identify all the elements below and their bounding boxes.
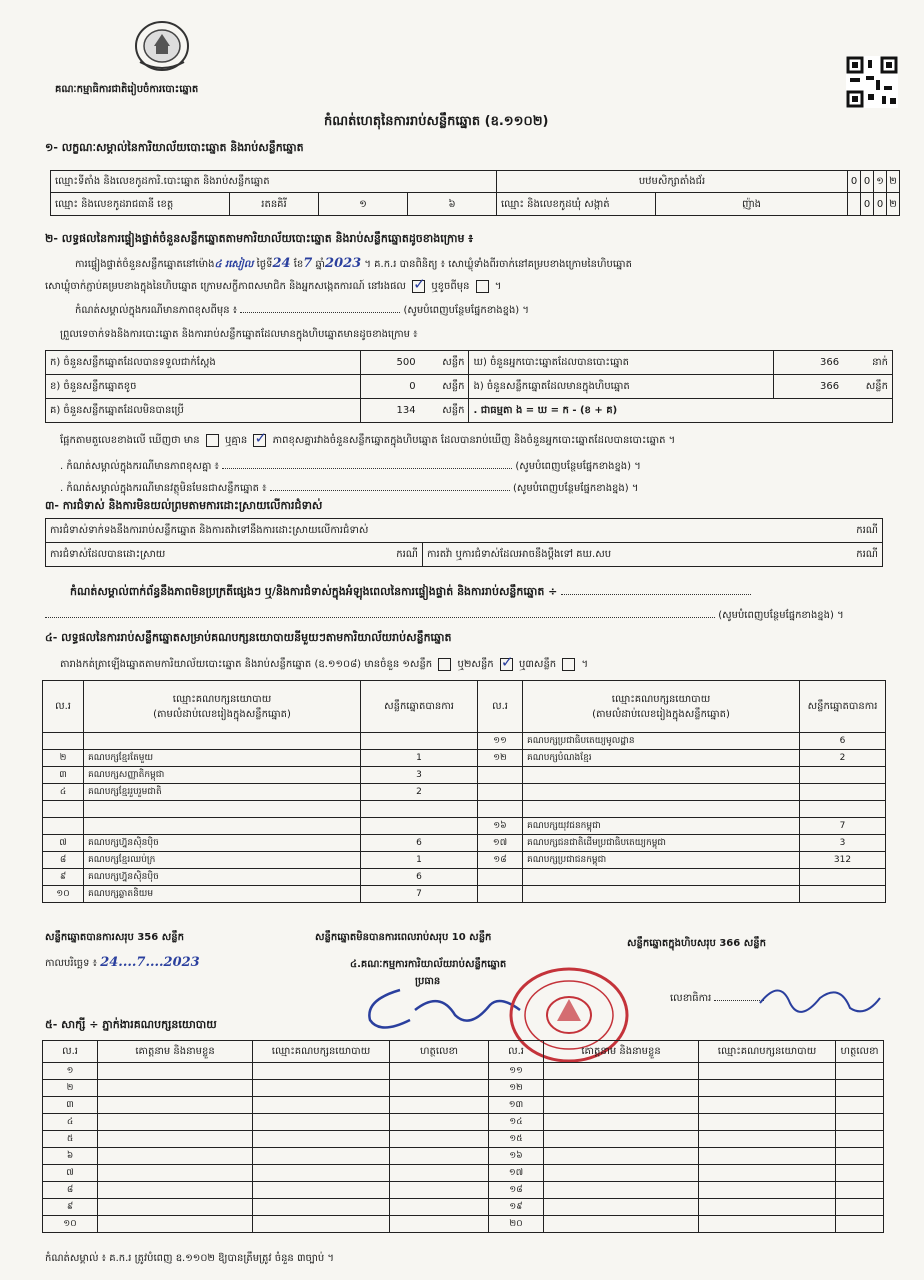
difference-note-field[interactable]: [240, 312, 400, 313]
results-header-votes: សន្លឹកឆ្នោតបានការ: [800, 681, 886, 733]
party-name: [523, 784, 800, 801]
party-votes: 2: [361, 784, 478, 801]
witness-name-field[interactable]: [98, 1148, 253, 1165]
count-label: ឃ) ចំនួនអ្នកបោះឆ្នោតដែលបានបោះឆ្នោត: [469, 351, 773, 375]
party-name: គណបក្សខ្មែររួបរួមជាតិ: [84, 784, 361, 801]
tally-sheet-line: តារាងកត់ត្រាឡើងឆ្នោតតាមការិយាល័យបោះឆ្នោត និងរាប់សន្លឹកឆ្នោត (ឧ.១១០៨) មានចំនួន ១សន្លឹក ឬ២សន្លឹក ✓ ឬ៣សន្លឹក ។: [60, 657, 588, 672]
witness-signature-field[interactable]: [836, 1131, 884, 1148]
commune-value: ញ៉ាង: [655, 193, 847, 216]
party-votes: 2: [800, 750, 886, 767]
verification-year: 2023: [325, 256, 362, 271]
witness-name-field[interactable]: [98, 1165, 253, 1182]
party-number: [43, 733, 84, 750]
section1-table: [50, 170, 900, 216]
party-name: គណបក្សខ្មែរតែមួយ: [84, 750, 361, 767]
witness-signature-field[interactable]: [390, 1114, 489, 1131]
witness-row: [43, 1216, 884, 1233]
commune-label: ឈ្មោះ និងលេខកូដឃុំ សង្កាត់: [496, 193, 655, 216]
witness-name-field[interactable]: [98, 1080, 253, 1097]
witness-signature-field[interactable]: [390, 1148, 489, 1165]
date-value: 24....7....2023: [100, 955, 200, 970]
witness-signature-field[interactable]: [836, 1063, 884, 1080]
foreign-object-note-label: . កំណត់សម្គាល់ក្នុងករណីមានវត្ថុមិនមែនជាសន្លឹកឆ្នោត ៖: [60, 483, 267, 494]
date-label: កាលបរិច្ឆេទ ៖: [45, 958, 98, 969]
commune-code-digit: 0: [861, 193, 874, 216]
witness-name-field[interactable]: [98, 1097, 253, 1114]
date-line: [45, 955, 200, 971]
witness-row: [43, 1165, 884, 1182]
witness-signature-field[interactable]: [390, 1199, 489, 1216]
witness-header-sign: ហត្ថលេខា: [390, 1041, 489, 1063]
count-value: 366: [773, 375, 843, 399]
verification-time: ៤ រសៀល: [214, 259, 254, 270]
count-unit: នាក់: [843, 351, 892, 375]
counts-intro: ព្រួលទេចាក់ទងនិងការបោះឆ្នោត និងការរាប់សន្លឹកឆ្នោតដែលមានក្នុងហិបឆ្នោតមានដូចខាងក្រោម ៖: [60, 329, 418, 340]
location-code-digit: 0: [861, 171, 874, 193]
count-row: [46, 399, 893, 423]
verification-day: 24: [272, 256, 291, 271]
count-unit: សន្លឹក: [420, 375, 469, 399]
party-number: ១២: [478, 750, 523, 767]
count-unit: សន្លឹក: [420, 399, 469, 423]
witness-name-field[interactable]: [98, 1182, 253, 1199]
witness-header-sign: ហត្ថលេខា: [836, 1041, 884, 1063]
party-name: គណបក្សបំណងខ្មែរ: [523, 750, 800, 767]
verification-text: ។ គ.ក.រ បានពិនិត្យ ៖ សោឃ្លុំទាំងពីរចាក់នៅគម្របខាងក្រោមនៃហិបឆ្នោត: [364, 259, 632, 270]
party-number: [478, 801, 523, 818]
commune-code-digit: 0: [874, 193, 887, 216]
appeal-unit: ករណី: [844, 543, 883, 567]
party-name: គណបក្សប្រជាធិបតេយ្យមូលដ្ឋាន: [523, 733, 800, 750]
count-label: គ) ចំនួនសន្លឹកឆ្នោតដែលមិនបានប្រើ: [46, 399, 361, 423]
count-value: 500: [360, 351, 420, 375]
witness-number: ១៧: [489, 1165, 544, 1182]
province-value: រតនគិរី: [230, 193, 319, 216]
witness-table: [42, 1040, 884, 1233]
witness-name-field[interactable]: [98, 1063, 253, 1080]
witness-party-field[interactable]: [699, 1199, 836, 1216]
results-header-no: ល.រ: [478, 681, 523, 733]
results-row: [43, 767, 886, 784]
party-number: [478, 784, 523, 801]
irregularities-fill-line: [45, 608, 844, 623]
witness-party-field[interactable]: [699, 1216, 836, 1233]
witness-party-field[interactable]: [699, 1131, 836, 1148]
party-number: [478, 767, 523, 784]
total-ballot-box: សន្លឹកឆ្នោតក្នុងហិបសរុប 366 សន្លឹក: [627, 938, 766, 949]
count-unit: សន្លឹក: [843, 375, 892, 399]
committee-name: គណៈកម្មាធិការជាតិរៀបចំការបោះឆ្នោត: [55, 84, 199, 95]
party-votes: 7: [361, 886, 478, 903]
witness-signature-field[interactable]: [836, 1199, 884, 1216]
count-value: 0: [360, 375, 420, 399]
count-row: [46, 375, 893, 399]
witness-number: ១៩: [489, 1199, 544, 1216]
party-name: [523, 801, 800, 818]
tally-3-sheet-label: ឬ៣សន្លឹក: [519, 659, 557, 670]
total-valid: សន្លឹកឆ្នោតបានការសរុប 356 សន្លឹក: [45, 932, 184, 943]
count-label: ខ) ចំនួនសន្លឹកឆ្នោតខូច: [46, 375, 361, 399]
count-label: ង) ចំនួនសន្លឹកឆ្នោតដែលមានក្នុងហិបឆ្នោត: [469, 375, 773, 399]
location-label: ឈ្មោះទីតាំង និងលេខកូដការិ.បោះឆ្នោត និងរាប់សន្លឹកឆ្នោត: [51, 171, 497, 193]
witness-name-field[interactable]: [98, 1216, 253, 1233]
party-name: គណបក្សខ្មែរឈប់ក្រ: [84, 852, 361, 869]
witness-header-party: ឈ្មោះគណបក្សនយោបាយ: [253, 1041, 390, 1063]
committee-signature-title: ៤.គណៈកម្មការការិយាល័យរាប់សន្លឹកឆ្នោត: [350, 959, 507, 970]
party-number: ២: [43, 750, 84, 767]
witness-signature-field[interactable]: [836, 1080, 884, 1097]
form-title: កំណត់ហេតុនៃការរាប់សន្លឹកឆ្នោត (ឧ.១១០២): [324, 114, 549, 129]
party-name: [84, 801, 361, 818]
witness-signature-field[interactable]: [836, 1182, 884, 1199]
party-votes: [800, 869, 886, 886]
lock-text: សោឃ្លុំចាក់ភ្ជាប់គម្របខាងក្នុងនៃហិបឆ្នោត ក្រោមសក្ខីភាពសមាជិក និងអ្នកសង្កេតការណ៍ នៅរងផល: [45, 281, 406, 292]
qr-code-icon: [846, 56, 898, 108]
witness-number: ១៥: [489, 1131, 544, 1148]
tally-3-sheet-checkbox[interactable]: [562, 658, 575, 671]
party-name: [523, 767, 800, 784]
witness-signature-field[interactable]: [836, 1148, 884, 1165]
witness-number: ១: [43, 1063, 98, 1080]
party-name: គណបក្សយុវជនកម្ពុជា: [523, 818, 800, 835]
results-row: [43, 835, 886, 852]
witness-header-no: ល.រ: [43, 1041, 98, 1063]
results-header-party-name: ឈ្មោះគណបក្សនយោបាយ: [611, 693, 711, 705]
province-code-digit: ១: [319, 193, 407, 215]
party-name: [523, 886, 800, 903]
results-row: [43, 818, 886, 835]
tally-2-sheet-label: ឬ២សន្លឹក: [457, 659, 494, 670]
witness-row: [43, 1097, 884, 1114]
party-votes: 6: [361, 869, 478, 886]
witness-party-field[interactable]: [699, 1182, 836, 1199]
party-votes: 1: [361, 852, 478, 869]
witness-number: ៨: [43, 1182, 98, 1199]
witness-signature-field[interactable]: [390, 1182, 489, 1199]
witness-number: ៥: [43, 1131, 98, 1148]
party-votes: [361, 733, 478, 750]
party-name: គណបក្សឆ្លាតនិយម: [84, 886, 361, 903]
tally-2-sheet-checkbox[interactable]: [500, 658, 513, 671]
witness-party-field[interactable]: [699, 1097, 836, 1114]
party-votes: [361, 801, 478, 818]
party-votes: 7: [800, 818, 886, 835]
witness-number: ១៨: [489, 1182, 544, 1199]
discrepancy-label: ផ្អែកតាមតួលេខខាងលើ ឃើញថា មាន: [60, 435, 200, 446]
witness-number: ៧: [43, 1165, 98, 1182]
appeal-label: ការតវ៉ា ឬការជំទាស់ដែលអាចនឹងប្តឹងទៅ គឃ.សប: [423, 543, 845, 567]
lock-line: សោឃ្លុំចាក់ភ្ជាប់គម្របខាងក្នុងនៃហិបឆ្នោត ក្រោមសក្ខីភាពសមាជិក និងអ្នកសង្កេតការណ៍ នៅរងផល ✓ ឬខូចពីមុន ។: [45, 279, 501, 294]
witness-party-field[interactable]: [253, 1199, 390, 1216]
witness-number: ៣: [43, 1097, 98, 1114]
witness-row: [43, 1063, 884, 1080]
witness-party-field[interactable]: [253, 1148, 390, 1165]
witness-party-field[interactable]: [699, 1080, 836, 1097]
irregularities-note-label: កំណត់សម្គាល់ពាក់ព័ន្ធនឹងភាពមិនប្រក្រតីផ្សេងៗ ឬ/និងការជំទាស់ក្នុងអំឡុងពេលនៃការផ្ទៀងផ្ទាត់ និងការរាប់សន្លឹកឆ្នោត ÷: [70, 585, 558, 598]
witness-signature-field[interactable]: [836, 1216, 884, 1233]
irregularities-fill-hint: (សូមបំពេញបន្ថែមផ្នែកខាងខ្នង) ។: [718, 610, 844, 621]
party-votes: 312: [800, 852, 886, 869]
discrepancy-note-line: [60, 459, 641, 474]
tally-sheet-label: តារាងកត់ត្រាឡើងឆ្នោតតាមការិយាល័យបោះឆ្នោត និងរាប់សន្លឹកឆ្នោត (ឧ.១១០៨) មានចំនួន ១សន្លឹក: [60, 659, 433, 670]
chair-label: ប្រធាន: [415, 976, 441, 987]
witness-signature-field[interactable]: [390, 1216, 489, 1233]
witness-name-field[interactable]: [98, 1114, 253, 1131]
lock-ok-checkbox[interactable]: [412, 280, 425, 293]
resolved-label: ការជំទាស់ដែលបានដោះស្រាយ: [46, 543, 385, 567]
results-row: [43, 733, 886, 750]
party-votes: 3: [361, 767, 478, 784]
witness-header-no: ល.រ: [489, 1041, 544, 1063]
party-name: គណបក្សហ្វ៊ុនស៊ិនប៉ិច: [84, 869, 361, 886]
party-votes: [800, 767, 886, 784]
witness-name-field[interactable]: [544, 1216, 699, 1233]
witness-signature-field[interactable]: [836, 1114, 884, 1131]
party-number: ១៧: [478, 835, 523, 852]
irregularities-fill-field[interactable]: [45, 617, 715, 618]
discrepancy-note-label: . កំណត់សម្គាល់ក្នុងករណីមានភាពខុសគ្នា ៖: [60, 461, 219, 472]
party-votes: 6: [800, 733, 886, 750]
location-code-digit: ១: [874, 171, 887, 193]
count-value: 134: [360, 399, 420, 423]
witness-name-field[interactable]: [544, 1182, 699, 1199]
results-header-party-sub: (តាមលំដាប់លេខរៀងក្នុងសន្លឹកឆ្នោត): [153, 708, 291, 720]
results-row: [43, 886, 886, 903]
results-row: [43, 801, 886, 818]
verification-line: [75, 256, 632, 272]
witness-party-field[interactable]: [253, 1165, 390, 1182]
party-number: [478, 886, 523, 903]
national-emblem-icon: [132, 16, 192, 72]
witness-number: ២០: [489, 1216, 544, 1233]
foreign-object-note-line: [60, 481, 638, 496]
party-number: ១១: [478, 733, 523, 750]
party-number: ១៨: [478, 852, 523, 869]
witness-party-field[interactable]: [253, 1080, 390, 1097]
witness-row: [43, 1131, 884, 1148]
witness-party-field[interactable]: [699, 1063, 836, 1080]
year-label: ឆ្នាំ: [315, 259, 326, 270]
party-name: គណបក្សសញ្ញាតិកម្ពុជា: [84, 767, 361, 784]
discrepancy-text: ភាពខុសគ្នារវាងចំនួនសន្លឹកឆ្នោតក្នុងហិបឆ្នោត ដែលបានរាប់ឃើញ និងចំនួនអ្នកបោះឆ្នោតដែលបានបោះឆ្នោត ។: [272, 435, 676, 446]
witness-name-field[interactable]: [544, 1097, 699, 1114]
counts-table: [45, 350, 893, 423]
results-row: [43, 852, 886, 869]
province-code-digit: ៦: [407, 193, 496, 215]
party-votes: [800, 801, 886, 818]
verification-month: 7: [303, 256, 313, 271]
witness-name-field[interactable]: [544, 1080, 699, 1097]
party-number: ៣: [43, 767, 84, 784]
witness-signature-field[interactable]: [390, 1080, 489, 1097]
party-name: [523, 869, 800, 886]
witness-party-field[interactable]: [699, 1165, 836, 1182]
commune-code-digit: ២: [887, 193, 900, 216]
witness-party-field[interactable]: [253, 1131, 390, 1148]
witness-name-field[interactable]: [544, 1131, 699, 1148]
objections-table: [45, 518, 883, 567]
resolved-unit: ករណី: [384, 543, 423, 567]
location-code-digit: ២: [887, 171, 900, 193]
lock-damaged-checkbox[interactable]: [476, 280, 489, 293]
footer-note: កំណត់សម្គាល់ ៖ គ.ក.រ ត្រូវបំពេញ ឧ.១១០២ ឱ្យបានត្រឹមត្រូវ ចំនួន ៣ច្បាប់ ។: [45, 1253, 334, 1264]
witness-row: [43, 1148, 884, 1165]
witness-name-field[interactable]: [98, 1199, 253, 1216]
witness-party-field[interactable]: [699, 1148, 836, 1165]
results-header-votes: សន្លឹកឆ្នោតបានការ: [361, 681, 478, 733]
results-header-party-name: ឈ្មោះគណបក្សនយោបាយ: [172, 693, 272, 705]
witness-name-field[interactable]: [544, 1199, 699, 1216]
results-table: [42, 680, 886, 903]
witness-number: ៤: [43, 1114, 98, 1131]
irregularities-note-line: [70, 585, 751, 601]
witness-number: ១២: [489, 1080, 544, 1097]
witness-row: [43, 1182, 884, 1199]
count-row: [46, 351, 893, 375]
witness-number: ២: [43, 1080, 98, 1097]
party-votes: 1: [361, 750, 478, 767]
province-label: ឈ្មោះ និងលេខកូដរាជធានី ខេត្ត: [51, 193, 230, 216]
witness-header-name: គោត្តនាម និងនាមខ្លួន: [98, 1041, 253, 1063]
witness-signature-field[interactable]: [390, 1165, 489, 1182]
party-name: គណបក្សជនជាតិដើមប្រជាធិបតេយ្យកម្ពុជា: [523, 835, 800, 852]
party-votes: [800, 784, 886, 801]
count-value: 366: [773, 351, 843, 375]
results-header-party: [523, 681, 800, 733]
difference-note-line: [75, 303, 529, 318]
results-header-party: [84, 681, 361, 733]
discrepancy-yes-checkbox[interactable]: [206, 434, 219, 447]
foreign-object-note-field[interactable]: [270, 490, 510, 491]
witness-row: [43, 1199, 884, 1216]
objections-unit: ករណី: [844, 519, 883, 543]
party-number: [43, 801, 84, 818]
party-name: [84, 818, 361, 835]
witness-name-field[interactable]: [544, 1148, 699, 1165]
difference-note-label: កំណត់សម្គាល់ក្នុងករណីមានភាពខុសពីមុន ៖: [75, 305, 238, 316]
witness-row: [43, 1080, 884, 1097]
party-votes: [361, 818, 478, 835]
witness-party-field[interactable]: [253, 1063, 390, 1080]
witness-number: ៩: [43, 1199, 98, 1216]
count-label: ក) ចំនួនសន្លឹកឆ្នោតដែលបានទទួលជាក់ស្តែង: [46, 351, 361, 375]
party-name: គណបក្សហ្វ៊ុនស៊ិនប៉ិច: [84, 835, 361, 852]
party-name: [84, 733, 361, 750]
party-number: [43, 818, 84, 835]
results-row: [43, 784, 886, 801]
day-label: ថ្ងៃទី: [256, 259, 273, 270]
witness-signature-field[interactable]: [390, 1097, 489, 1114]
tally-1-sheet-checkbox[interactable]: [438, 658, 451, 671]
discrepancy-note-hint: (សូមបំពេញបន្ថែមផ្នែកខាងខ្នង) ។: [515, 461, 641, 472]
party-number: ១០: [43, 886, 84, 903]
witness-number: ១០: [43, 1216, 98, 1233]
party-number: [478, 869, 523, 886]
irregularities-note-field[interactable]: [561, 594, 751, 595]
witness-party-field[interactable]: [253, 1216, 390, 1233]
witness-name-field[interactable]: [544, 1063, 699, 1080]
section2-title: ២- លទ្ធផលនៃការផ្ទៀងផ្ទាត់ចំនួនសន្លឹកឆ្នោតតាមការិយាល័យបោះឆ្នោត និងរាប់សន្លឹកឆ្នោតដូចខាងក្រោម ៖: [45, 232, 474, 245]
difference-note-hint: (សូមបំពេញបន្ថែមផ្នែកខាងខ្នង) ។: [403, 305, 529, 316]
witness-name-field[interactable]: [544, 1165, 699, 1182]
chair-signature-icon: [360, 980, 530, 1040]
witness-number: ១៣: [489, 1097, 544, 1114]
party-number: ៧: [43, 835, 84, 852]
section5-title: ៥- សាក្សី ÷ ភ្នាក់ងារគណបក្សនយោបាយ: [45, 1018, 217, 1031]
witness-signature-field[interactable]: [836, 1097, 884, 1114]
witness-header-name: គោត្តនាម និងនាមខ្លួន: [544, 1041, 699, 1063]
party-number: ៤: [43, 784, 84, 801]
section3-title: ៣- ការជំទាស់ និងការមិនយល់ព្រមតាមការដោះស្រាយលើការជំទាស់: [45, 499, 323, 512]
witness-number: ១៤: [489, 1114, 544, 1131]
party-votes: 6: [361, 835, 478, 852]
section1-title: ១- លក្ខណៈសម្គាល់នៃការិយាល័យបោះឆ្នោត និងរាប់សន្លឹកឆ្នោត: [45, 141, 304, 154]
witness-number: ១៦: [489, 1148, 544, 1165]
foreign-object-note-hint: (សូមបំពេញបន្ថែមផ្នែកខាងខ្នង) ។: [512, 483, 639, 494]
count-unit: សន្លឹក: [420, 351, 469, 375]
total-invalid: សន្លឹកឆ្នោតមិនបានការពេលរាប់សរុប 10 សន្លឹក: [315, 932, 492, 943]
party-name: គណបក្សប្រជាជនកម្ពុជា: [523, 852, 800, 869]
party-votes: 3: [800, 835, 886, 852]
witness-number: ១១: [489, 1063, 544, 1080]
witness-party-field[interactable]: [253, 1182, 390, 1199]
party-number: ៩: [43, 869, 84, 886]
witness-party-field[interactable]: [699, 1114, 836, 1131]
section4-title: ៤- លទ្ធផលនៃការរាប់សន្លឹកឆ្នោតសម្រាប់គណបក្សនយោបាយនីមួយៗតាមការិយាល័យរាប់សន្លឹកឆ្នោត: [45, 631, 452, 644]
witness-number: ៦: [43, 1148, 98, 1165]
empty-cell: [848, 193, 861, 216]
witness-signature-field[interactable]: [390, 1131, 489, 1148]
witness-party-field[interactable]: [253, 1114, 390, 1131]
discrepancy-line: [60, 433, 675, 448]
witness-name-field[interactable]: [544, 1114, 699, 1131]
month-label: ខែ: [293, 259, 304, 270]
secretary-label: លេខាធិការ: [670, 993, 712, 1004]
lock-damaged-label: ឬខូចពីមុន: [431, 281, 470, 292]
verification-time-label: ការផ្ទៀងផ្ទាត់ចំនួនសន្លឹកឆ្នោតនៅម៉ោង: [75, 259, 215, 270]
witness-party-field[interactable]: [253, 1097, 390, 1114]
witness-signature-field[interactable]: [836, 1165, 884, 1182]
results-header-no: ល.រ: [43, 681, 84, 733]
formula-note: . ជាធម្មតា ង = ឃ = ក - (ខ + គ): [469, 399, 893, 423]
party-number: ១៦: [478, 818, 523, 835]
results-row: [43, 750, 886, 767]
discrepancy-note-field[interactable]: [222, 468, 512, 469]
location-value: បឋមសិក្សាតាំងជ័រ: [496, 171, 847, 193]
results-header-party-sub: (តាមលំដាប់លេខរៀងក្នុងសន្លឹកឆ្នោត): [592, 708, 730, 720]
location-code-digit: 0: [848, 171, 861, 193]
witness-name-field[interactable]: [98, 1131, 253, 1148]
objections-label: ការជំទាស់ទាក់ទងនឹងការរាប់សន្លឹកឆ្នោត និងការតវ៉ាទៅនឹងការដោះស្រាយលើការជំទាស់: [46, 519, 845, 543]
discrepancy-no-checkbox[interactable]: [253, 434, 266, 447]
party-number: ៨: [43, 852, 84, 869]
witness-row: [43, 1114, 884, 1131]
witness-signature-field[interactable]: [390, 1063, 489, 1080]
secretary-signature-icon: [740, 978, 890, 1028]
witness-header-party: ឈ្មោះគណបក្សនយោបាយ: [699, 1041, 836, 1063]
results-row: [43, 869, 886, 886]
discrepancy-no-label: ឬគ្មាន: [225, 435, 248, 446]
party-votes: [800, 886, 886, 903]
